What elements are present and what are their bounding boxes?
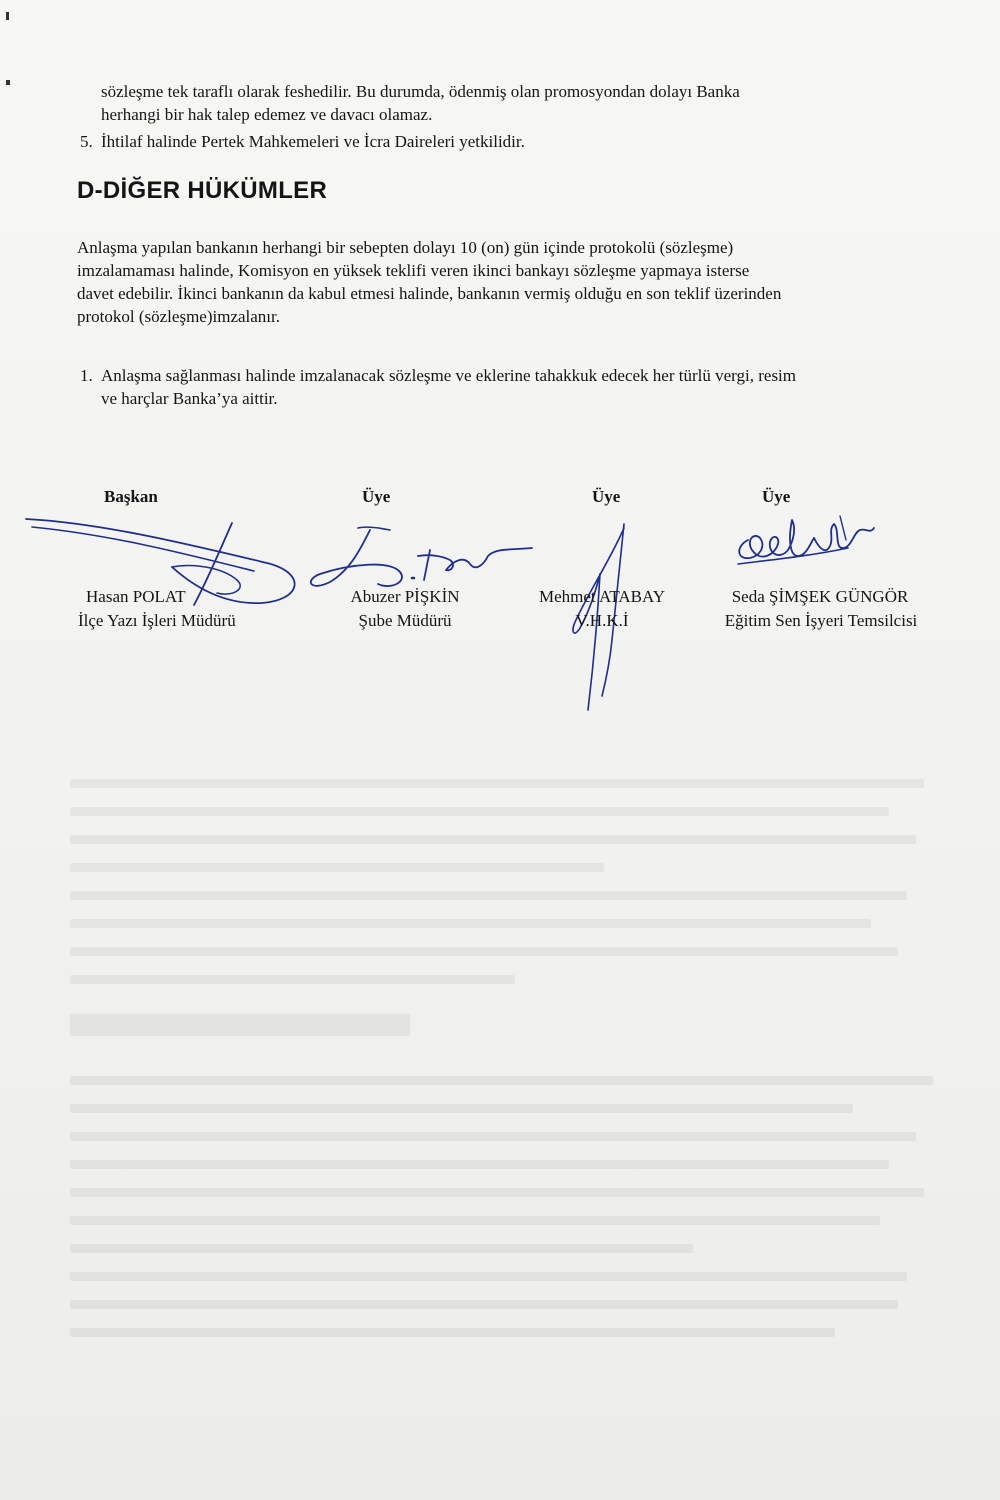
signatory-name: Hasan POLAT	[86, 587, 186, 606]
text-line: Anlaşma yapılan bankanın herhangi bir sebepten dolayı 10 (on) gün içinde protokolü (sözleşme)	[77, 238, 734, 257]
signatory-title: Başkan	[104, 487, 158, 506]
text-line: imzalamaması halinde, Komisyon en yüksek teklifi veren ikinci bankayı sözleşme yapmaya isterse	[77, 261, 750, 280]
signatory-title: Üye	[762, 487, 791, 506]
text-line: ve harçlar Banka’ya aittir.	[101, 389, 278, 408]
list-item-text: İhtilaf halinde Pertek Mahkemeleri ve İcra Daireleri yetkilidir.	[101, 132, 525, 151]
text-line: protokol (sözleşme)imzalanır.	[77, 307, 280, 326]
text-line: herhangi bir hak talep edemez ve davacı olamaz.	[101, 105, 433, 124]
signatory-title: Üye	[592, 487, 621, 506]
text-line: Anlaşma sağlanması halinde imzalanacak sözleşme ve eklerine tahakkuk edecek her türlü vergi, resim	[101, 366, 796, 385]
signatory-role: Şube Müdürü	[358, 611, 452, 630]
continued-paragraph	[101, 80, 941, 126]
section-heading: D-DİĞER HÜKÜMLER	[77, 177, 328, 204]
punch-mark	[6, 12, 9, 20]
text-line: sözleşme tek taraflı olarak feshedilir. Bu durumda, ödenmiş olan promosyondan dolayı Banka	[101, 82, 740, 101]
signatory-role: İlçe Yazı İşleri Müdürü	[78, 611, 236, 630]
list-number: 5.	[80, 132, 93, 151]
list-item-text	[101, 364, 961, 410]
list-number: 1.	[80, 366, 93, 385]
signatory-role: Eğitim Sen İşyeri Temsilcisi	[724, 611, 918, 630]
signatory-name: Seda ŞİMŞEK GÜNGÖR	[731, 587, 909, 606]
text-line: davet edebilir. İkinci bankanın da kabul etmesi halinde, bankanın vermiş olduğu en son teklif üzerinden	[77, 284, 782, 303]
bleed-through-text	[70, 760, 960, 1380]
signatory-name: Mehmet ATABAY	[539, 587, 665, 606]
punch-mark	[6, 80, 10, 85]
signature-gungor	[730, 510, 880, 580]
section-paragraph	[77, 236, 941, 328]
signatory-role: V.H.K.İ	[575, 611, 629, 630]
signatory-title: Üye	[362, 487, 391, 506]
signatory-name: Abuzer PİŞKİN	[350, 587, 460, 606]
